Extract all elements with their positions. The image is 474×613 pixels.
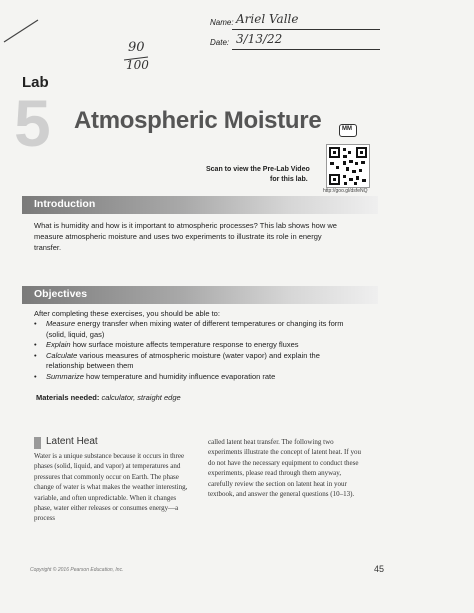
lab-title: Atmospheric Moisture — [74, 107, 322, 134]
latent-heat-heading: Latent Heat — [46, 436, 98, 447]
mm-badge-text: MM — [342, 126, 352, 132]
name-underline — [232, 29, 380, 30]
latent-heat-marker — [34, 437, 41, 449]
qr-code[interactable] — [326, 144, 370, 188]
name-row — [210, 12, 380, 32]
objective-item: • Measure energy transfer when mixing water of different temperatures or changing its form (solid, liquid, gas) — [32, 319, 348, 340]
date-row — [210, 32, 380, 52]
page-number: 45 — [374, 564, 385, 574]
date-underline — [232, 49, 380, 50]
grade-total: 100 — [126, 58, 149, 72]
grade-score: 90 — [128, 40, 145, 55]
lab-label: Lab — [22, 74, 49, 91]
objective-item: • Summarize how temperature and humidity influence evaporation rate — [32, 372, 348, 383]
materials-value: calculator, straight edge — [99, 393, 181, 402]
objectives-lead: After completing these exercises, you should be able to: — [34, 309, 220, 318]
grade — [122, 40, 162, 76]
qr-caption-line1: Scan to view the Pre-Lab Video — [206, 166, 310, 173]
materials-label: Materials needed: — [36, 393, 100, 402]
qr-code-icon — [327, 145, 369, 187]
name-label: Name: — [210, 18, 234, 27]
lab-number: 5 — [14, 86, 51, 160]
pen-mark — [2, 16, 42, 46]
objectives-heading: Objectives — [34, 288, 88, 300]
objectives-heading-bar — [22, 286, 378, 304]
latent-heat-col1: Water is a unique substance because it occurs in three phases (solid, liquid, and vapor) at temperatures and pressures that commonly occur on Earth. The phase change of water is what makes the weather interesting, variable, and often unpredictable. When it changes phase, water either releases or consumes energy—a process — [34, 452, 188, 523]
name-value: Ariel Valle — [236, 12, 299, 26]
objectives-list — [32, 319, 348, 383]
qr-caption-line2: for this lab. — [270, 176, 308, 183]
mm-badge — [339, 124, 357, 137]
copyright: Copyright © 2016 Pearson Education, Inc. — [30, 567, 124, 573]
date-label: Date: — [210, 38, 230, 47]
materials-needed — [36, 393, 181, 402]
qr-url[interactable]: http://goo.gl/dsfeNQ — [323, 188, 368, 194]
objective-item: • Calculate various measures of atmospheric moisture (water vapor) and explain the relationship between them — [32, 351, 348, 372]
objective-item: • Explain how surface moisture affects temperature response to energy fluxes — [32, 340, 348, 351]
date-value: 3/13/22 — [236, 32, 283, 46]
introduction-heading: Introduction — [34, 198, 96, 210]
introduction-heading-bar — [22, 196, 378, 214]
latent-heat-col2: called latent heat transfer. The following two experiments illustrate the concept of latent heat. If you do not have the necessary equipment to conduct these experiments, please read through them anyway, carefully review the section on latent heat in your textbook, and answer the general questions (10–13). — [208, 438, 361, 499]
introduction-text: What is humidity and how is it important to atmospheric processes? This lab shows how we measure atmospheric moisture and uses two experiments to illustrate its role in energy transfer. — [34, 221, 337, 252]
